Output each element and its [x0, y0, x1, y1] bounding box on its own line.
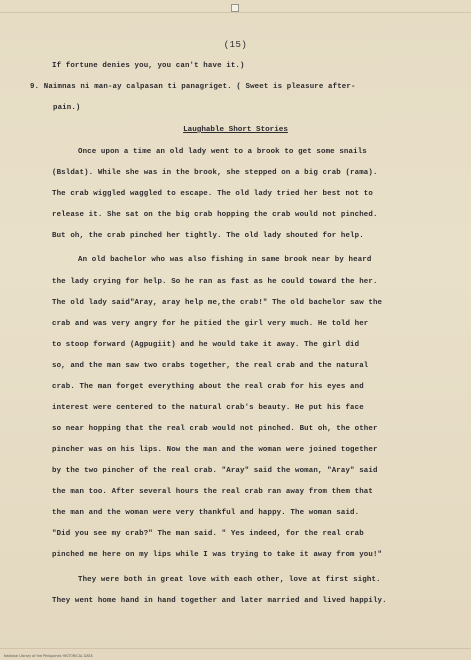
- body-line: crab and was very angry for he pitied the girl very much. He told her: [52, 320, 369, 328]
- body-line: Once upon a time an old lady went to a brook to get some snails: [78, 148, 367, 156]
- body-line: to stoop forward (Agpugiit) and he would take it away. The girl did: [52, 341, 360, 349]
- archive-footer: National Library of the Philippines HISTORICAL DATA: [4, 654, 93, 658]
- body-line: They went home hand in hand together and later married and lived happily.: [52, 597, 387, 605]
- body-line: interest were centered to the natural crab's beauty. He put his face: [52, 404, 364, 412]
- section-heading: Laughable Short Stories: [183, 126, 288, 134]
- body-line: pinched me here on my lips while I was trying to take it away from you!": [52, 551, 383, 559]
- page-fold-line: [0, 648, 471, 649]
- body-line: (Bsldat). While she was in the brook, she stepped on a big crab (rama).: [52, 169, 378, 177]
- body-line: An old bachelor who was also fishing in same brook near by heard: [78, 256, 372, 264]
- body-line: But oh, the crab pinched her tightly. The old lady shouted for help.: [52, 232, 364, 240]
- body-line: by the two pincher of the real crab. "Aray" said the woman, "Aray" said: [52, 467, 378, 475]
- body-line: The crab wiggled waggled to escape. The old lady tried her best not to: [52, 190, 373, 198]
- body-line: the lady crying for help. So he ran as fast as he could toward the her.: [52, 278, 378, 286]
- body-line: so near hopping that the real crab would not pinched. But oh, the other: [52, 425, 378, 433]
- body-line: The old lady said"Aray, aray help me,the crab!" The old bachelor saw the: [52, 299, 383, 307]
- body-line: pincher was on his lips. Now the man and the woman were joined together: [52, 446, 378, 454]
- body-line: the man and the woman were very thankful and happy. The woman said.: [52, 509, 360, 517]
- text-line: pain.): [53, 104, 81, 112]
- body-line: so, and the man saw two crabs together, the real crab and the natural: [52, 362, 369, 370]
- page-number: (15): [223, 40, 248, 50]
- text-line: If fortune denies you, you can't have it.): [52, 62, 245, 70]
- body-line: "Did you see my crab?" The man said. " Yes indeed, for the real crab: [52, 530, 364, 538]
- body-line: release it. She sat on the big crab hopping the crab would not pinched.: [52, 211, 378, 219]
- body-line: crab. The man forget everything about the real crab for his eyes and: [52, 383, 364, 391]
- page-edge-marker: [231, 4, 239, 12]
- text-line: 9. Naimnas ni man-ay calpasan ti panagriget. ( Sweet is pleasure after-: [30, 83, 356, 91]
- page-fold-line: [0, 12, 471, 13]
- body-line: They were both in great love with each other, love at first sight.: [78, 576, 381, 584]
- body-line: the man too. After several hours the real crab ran away from them that: [52, 488, 373, 496]
